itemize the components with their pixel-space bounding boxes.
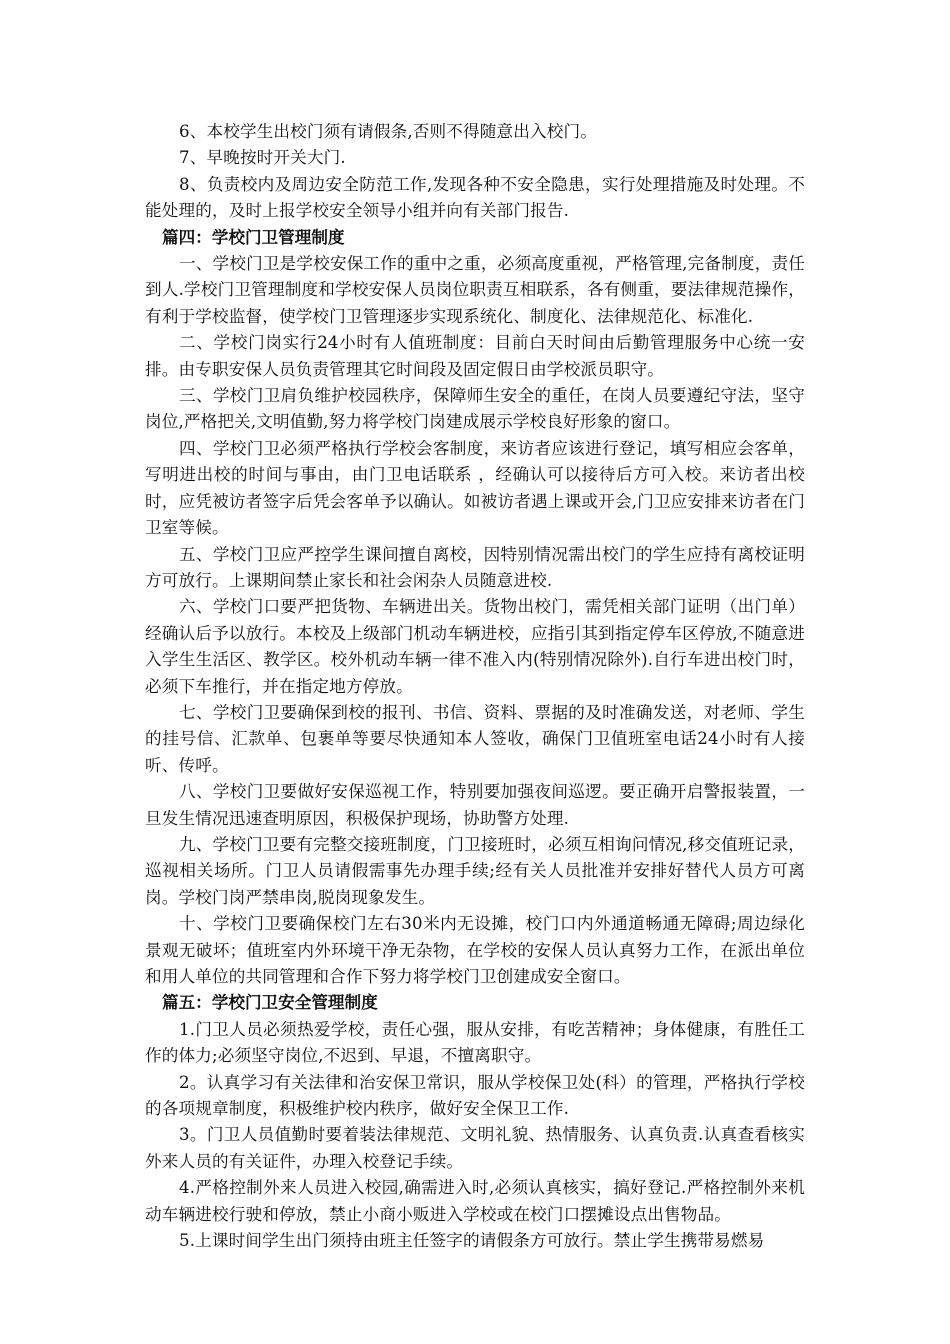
section-heading-4: 篇四：学校门卫管理制度	[162, 227, 345, 247]
paragraph-4-10: 十、学校门卫要确保校门左右30米内无设摊，校门口内外通道畅通无障碍;周边绿化景观无破坏；值班室内外环境干净无杂物，在学校的安保人员认真努力工作，在派出单位和用人单位的共同管理和合作下努力将学校门卫创建成安全窗口。	[145, 914, 805, 986]
paragraph-rule-6: 6、本校学生出校门须有请假条,否则不得随意出入校门。	[179, 122, 597, 141]
paragraph-4-9: 九、学校门卫要有完整交接班制度，门卫接班时，必须互相询问情况,移交值班记录，巡视相关场所。门卫人员请假需事先办理手续;经有关人员批准并安排好替代人员方可离岗。学校门岗严禁串岗,脱岗现象发生。	[145, 834, 805, 907]
paragraph-4-3: 三、学校门卫肩负维护校园秩序，保障师生安全的重任，在岗人员要遵纪守法，坚守岗位,严格把关,文明值勤,努力将学校门岗建成展示学校良好形象的窗口。	[145, 386, 805, 432]
paragraph-5-1: 1.门卫人员必须热爱学校，责任心强，服从安排，有吃苦精神；身体健康，有胜任工作的体力;必须坚守岗位,不迟到、早退，不擅离职守。	[145, 1019, 805, 1066]
paragraph-4-8: 八、学校门卫要做好安保巡视工作，特别要加强夜间巡逻。要正确开启警报装置，一旦发生情况迅速查明原因，积极保护现场，协助警方处理.	[145, 782, 805, 828]
paragraph-4-5: 五、学校门卫应严控学生课间擅自离校，因特别情况需出校门的学生应持有离校证明方可放行。上课期间禁止家长和社会闲杂人员随意进校.	[145, 544, 805, 590]
paragraph-rule-7: 7、早晚按时开关大门.	[179, 148, 346, 168]
paragraph-4-4: 四、学校门卫必须严格执行学校会客制度，来访者应该进行登记，填写相应会客单，写明进出校的时间与事由，由门卫电话联系 ，经确认可以接待后方可入校。来访者出校时，应凭被访者签字后凭会客单予以确认。如被访者遇上课或开会,门卫应安排来访者在门卫室等候。	[145, 438, 805, 538]
paragraph-4-6: 六、学校门口要严把货物、车辆进出关。货物出校门，需凭相关部门证明（出门单）经确认后予以放行。本校及上级部门机动车辆进校，应指引其到指定停车区停放,不随意进入学生生活区、教学区。校外机动车辆一律不准入内(特别情况除外).自行车进出校门时，必须下车推行，并在指定地方停放。	[145, 597, 805, 696]
paragraph-4-2: 二、学校门岗实行24小时有人值班制度：目前白天时间由后勤管理服务中心统一安排。由专职安保人员负责管理其它时间段及固定假日由学校派员职守。	[145, 333, 805, 379]
document-page	[145, 119, 805, 1254]
paragraph-5-5: 5.上课时间学生出门须持由班主任签字的请假条方可放行。禁止学生携带易燃易	[179, 1231, 765, 1251]
paragraph-5-3: 3。门卫人员值勤时要着装法律规范、文明礼貌、热情服务、认真负责.认真查看核实外来人员的有关证件，办理入校登记手续。	[145, 1125, 805, 1171]
paragraph-5-4: 4.严格控制外来人员进入校园,确需进入时,必须认真核实，搞好登记.严格控制外来机动车辆进校行驶和停放，禁止小商小贩进入学校或在校门口摆摊设点出售物品。	[145, 1178, 805, 1224]
paragraph-4-1: 一、学校门卫是学校安保工作的重中之重，必须高度重视，严格管理,完备制度，责任到人.学校门卫管理制度和学校安保人员岗位职责互相联系，各有侧重，要法律规范操作，有利于学校监督，使学校门卫管理逐步实现系统化、制度化、法律规范化、标准化.	[145, 254, 805, 326]
paragraph-4-7: 七、学校门卫要确保到校的报刊、书信、资料、票据的及时准确发送，对老师、学生的挂号信、汇款单、包裹单等要尽快通知本人签收，确保门卫值班室电话24小时有人接听、传呼。	[145, 702, 805, 775]
paragraph-rule-8: 8、负责校内及周边安全防范工作,发现各种不安全隐患，实行处理措施及时处理。不能处理的，及时上报学校安全领导小组并向有关部门报告.	[145, 174, 805, 221]
paragraph-5-2: 2。认真学习有关法律和治安保卫常识，服从学校保卫处(科）的管理，严格执行学校的各项规章制度，积极维护校内秩序，做好安全保卫工作.	[145, 1072, 805, 1119]
section-heading-5: 篇五：学校门卫安全管理制度	[162, 993, 378, 1013]
